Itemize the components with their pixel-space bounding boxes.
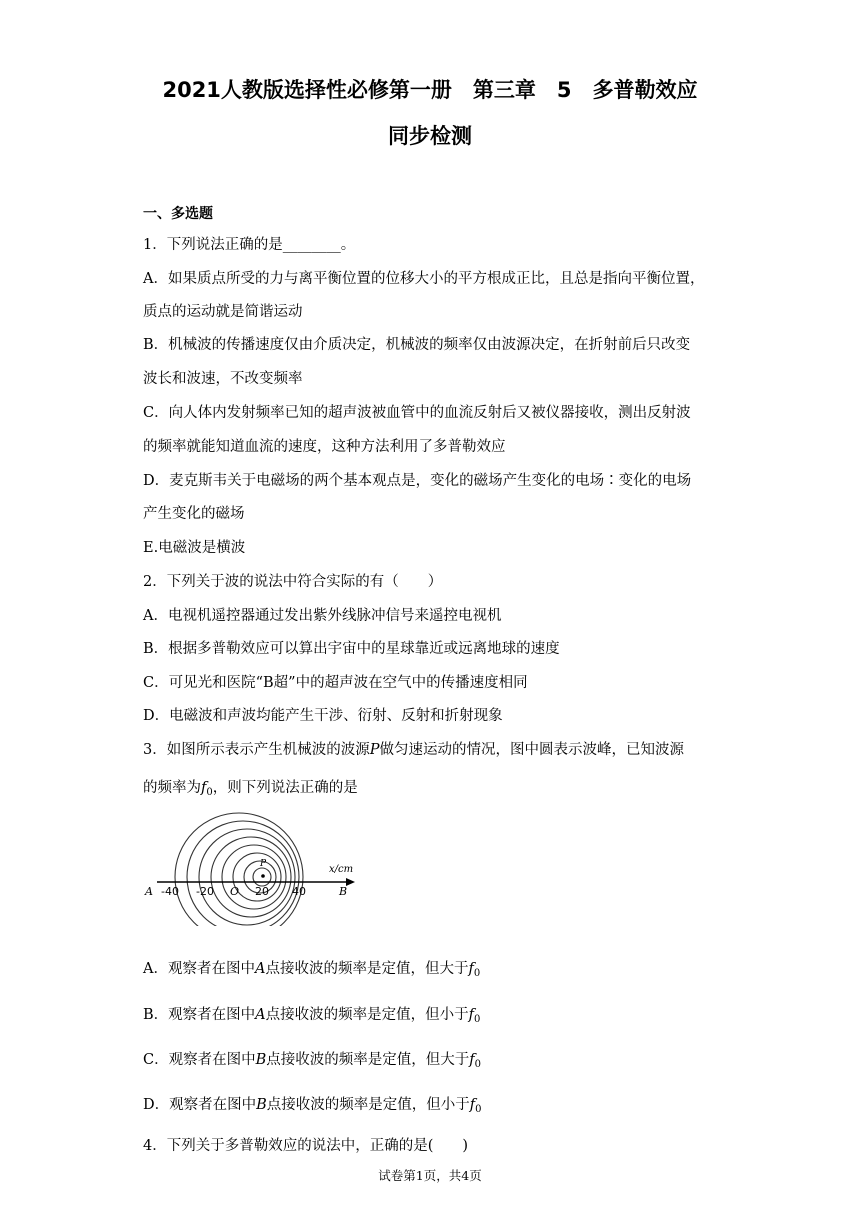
tick-label: 20 <box>255 885 269 898</box>
q2-option-c: C．可见光和医院“B超”中的超声波在空气中的传播速度相同 <box>143 675 528 691</box>
source-label-p: P <box>260 859 267 869</box>
q3-stem-line2: 的频率为$f_0$，则下列说法正确的是 <box>143 780 358 798</box>
axis-label: x/cm <box>329 864 354 875</box>
section-heading: 一、多选题 <box>143 206 213 222</box>
q1-option-a-line1: A．如果质点所受的力与离平衡位置的位移大小的平方根成正比，且总是指向平衡位置， <box>143 271 705 287</box>
q2-option-a: A．电视机遥控器通过发出紫外线脉冲信号来遥控电视机 <box>143 608 502 624</box>
point-label-b: B <box>339 885 348 898</box>
point-label-a: A <box>145 885 153 898</box>
q1-option-c-line2: 的频率就能知道血流的速度，这种方法利用了多普勒效应 <box>143 439 506 455</box>
page-footer: 试卷第1页，共4页 <box>378 1168 482 1183</box>
var-f0: f <box>201 780 207 796</box>
q1-option-b-line2: 波长和波速，不改变频率 <box>143 371 303 387</box>
page-title-line2: 同步检测 <box>388 124 472 148</box>
q3-option-c: C．观察者在图中B点接收波的频率是定值，但大于$f_0$ <box>143 1052 482 1070</box>
q3-option-d: D．观察者在图中B点接收波的频率是定值，但小于$f_0$ <box>143 1097 482 1115</box>
tick-label: O <box>230 885 240 898</box>
wavefront-4 <box>211 837 291 917</box>
q3-stem-line1: 3．如图所示表示产生机械波的波源P做匀速运动的情况，图中圆表示波峰，已知波源 <box>143 742 684 758</box>
q1-option-d-line1: D．麦克斯韦关于电磁场的两个基本观点是，变化的磁场产生变化的电场∶变化的电场 <box>143 473 692 489</box>
q1-option-e: E.电磁波是横波 <box>143 540 246 556</box>
q1-option-d-line2: 产生变化的磁场 <box>143 506 245 522</box>
q1-option-c-line1: C．向人体内发射频率已知的超声波被血管中的血流反射后又被仪器接收，测出反射波 <box>143 405 691 421</box>
var-p: P <box>369 742 380 758</box>
source-point <box>261 874 265 878</box>
tick-label: -40 <box>161 885 179 898</box>
tick-label: -20 <box>196 885 214 898</box>
q2-option-d: D．电磁波和声波均能产生干涉、衍射、反射和折射现象 <box>143 708 503 724</box>
q2-stem: 2．下列关于波的说法中符合实际的有（ ） <box>143 574 443 590</box>
q2-option-b: B．根据多普勒效应可以算出宇宙中的星球靠近或远离地球的速度 <box>143 641 560 657</box>
tick-label: 40 <box>292 885 306 898</box>
x-axis-arrow <box>346 878 355 886</box>
q1-option-b-line1: B．机械波的传播速度仅由介质决定，机械波的频率仅由波源决定，在折射前后只改变 <box>143 337 691 353</box>
q1-stem: 1．下列说法正确的是________。 <box>143 237 356 253</box>
page-title-line1: 2021人教版选择性必修第一册 第三章 5 多普勒效应 <box>162 78 698 102</box>
q3-option-a: A．观察者在图中A点接收波的频率是定值，但大于$f_0$ <box>143 961 481 979</box>
wave-figure <box>143 808 358 926</box>
q4-stem: 4．下列关于多普勒效应的说法中，正确的是( ) <box>143 1138 469 1154</box>
q3-option-b: B．观察者在图中A点接收波的频率是定值，但小于$f_0$ <box>143 1007 481 1025</box>
q1-option-a-line2: 质点的运动就是简谐运动 <box>143 304 303 320</box>
